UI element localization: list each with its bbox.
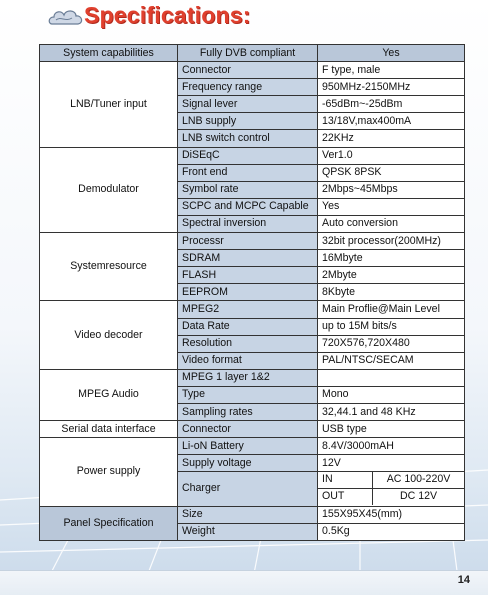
item-cell: Video format: [178, 352, 318, 369]
value-cell: 720X576,720X480: [318, 335, 465, 352]
category-cell: Demodulator: [40, 147, 178, 232]
category-cell: System capabilities: [40, 45, 178, 62]
value-cell: 32,44.1 and 48 KHz: [318, 403, 465, 420]
table-header-row: [40, 45, 465, 62]
charger-out-cell: [318, 489, 465, 506]
table-row: [40, 233, 465, 250]
item-cell: Processr: [178, 233, 318, 250]
value-cell: Main Proflie@Main Level: [318, 301, 465, 318]
value-cell: Yes: [318, 45, 465, 62]
item-cell: DiSEqC: [178, 147, 318, 164]
item-cell: Type: [178, 386, 318, 403]
table-row: [40, 301, 465, 318]
item-cell: LNB switch control: [178, 130, 318, 147]
page-number: 14: [457, 574, 470, 586]
category-cell: Serial data interface: [40, 421, 178, 438]
category-cell: Video decoder: [40, 301, 178, 369]
item-cell: FLASH: [178, 267, 318, 284]
table-row: [40, 506, 465, 523]
value-cell: QPSK 8PSK: [318, 164, 465, 181]
value-cell: Yes: [318, 198, 465, 215]
cloud-logo-icon: [46, 4, 86, 32]
table-row: [40, 438, 465, 455]
item-cell: Charger: [178, 472, 318, 506]
item-cell: Connector: [178, 421, 318, 438]
item-cell: Weight: [178, 523, 318, 540]
category-cell: Power supply: [40, 438, 178, 506]
value-cell: 8Kbyte: [318, 284, 465, 301]
value-cell: 32bit processor(200MHz): [318, 233, 465, 250]
category-cell: Systemresource: [40, 233, 178, 301]
category-cell: LNB/Tuner input: [40, 62, 178, 147]
item-cell: Frequency range: [178, 79, 318, 96]
item-cell: Data Rate: [178, 318, 318, 335]
item-cell: MPEG2: [178, 301, 318, 318]
value-cell: 155X95X45(mm): [318, 506, 465, 523]
value-cell: F type, male: [318, 62, 465, 79]
item-cell: Size: [178, 506, 318, 523]
item-cell: Fully DVB compliant: [178, 45, 318, 62]
value-cell: 0.5Kg: [318, 523, 465, 540]
item-cell: LNB supply: [178, 113, 318, 130]
item-cell: SCPC and MCPC Capable: [178, 198, 318, 215]
table-row: [40, 62, 465, 79]
item-cell: SDRAM: [178, 250, 318, 267]
footer-bar: [0, 570, 488, 595]
charger-out-label: OUT: [318, 489, 373, 505]
item-cell: Connector: [178, 62, 318, 79]
category-cell: Panel Specification: [40, 506, 178, 540]
value-cell: 16Mbyte: [318, 250, 465, 267]
value-cell: [318, 369, 465, 386]
value-cell: up to 15M bits/s: [318, 318, 465, 335]
item-cell: Li-oN Battery: [178, 438, 318, 455]
charger-out-value: DC 12V: [399, 490, 438, 503]
value-cell: 8.4V/3000mAH: [318, 438, 465, 455]
item-cell: Sampling rates: [178, 403, 318, 420]
item-cell: Symbol rate: [178, 181, 318, 198]
item-cell: Spectral inversion: [178, 215, 318, 232]
item-cell: MPEG 1 layer 1&2: [178, 369, 318, 386]
value-cell: Ver1.0: [318, 147, 465, 164]
item-cell: EEPROM: [178, 284, 318, 301]
value-cell: 950MHz-2150MHz: [318, 79, 465, 96]
value-cell: PAL/NTSC/SECAM: [318, 352, 465, 369]
value-cell: USB type: [318, 421, 465, 438]
value-cell: 2Mbps~45Mbps: [318, 181, 465, 198]
item-cell: Front end: [178, 164, 318, 181]
category-cell: MPEG Audio: [40, 369, 178, 420]
charger-in-value: AC 100-220V: [386, 473, 451, 486]
value-cell: Auto conversion: [318, 215, 465, 232]
value-cell: -65dBm~-25dBm: [318, 96, 465, 113]
value-cell: Mono: [318, 386, 465, 403]
specifications-table: [39, 44, 465, 541]
item-cell: Signal lever: [178, 96, 318, 113]
value-cell: 12V: [318, 455, 465, 472]
item-cell: Resolution: [178, 335, 318, 352]
charger-in-label: IN: [318, 472, 373, 488]
page-title: Specifications:: [84, 2, 251, 28]
value-cell: 22KHz: [318, 130, 465, 147]
charger-in-cell: [318, 472, 465, 489]
value-cell: 2Mbyte: [318, 267, 465, 284]
table-row: [40, 369, 465, 386]
item-cell: Supply voltage: [178, 455, 318, 472]
value-cell: 13/18V,max400mA: [318, 113, 465, 130]
table-row: [40, 147, 465, 164]
table-row: [40, 421, 465, 438]
